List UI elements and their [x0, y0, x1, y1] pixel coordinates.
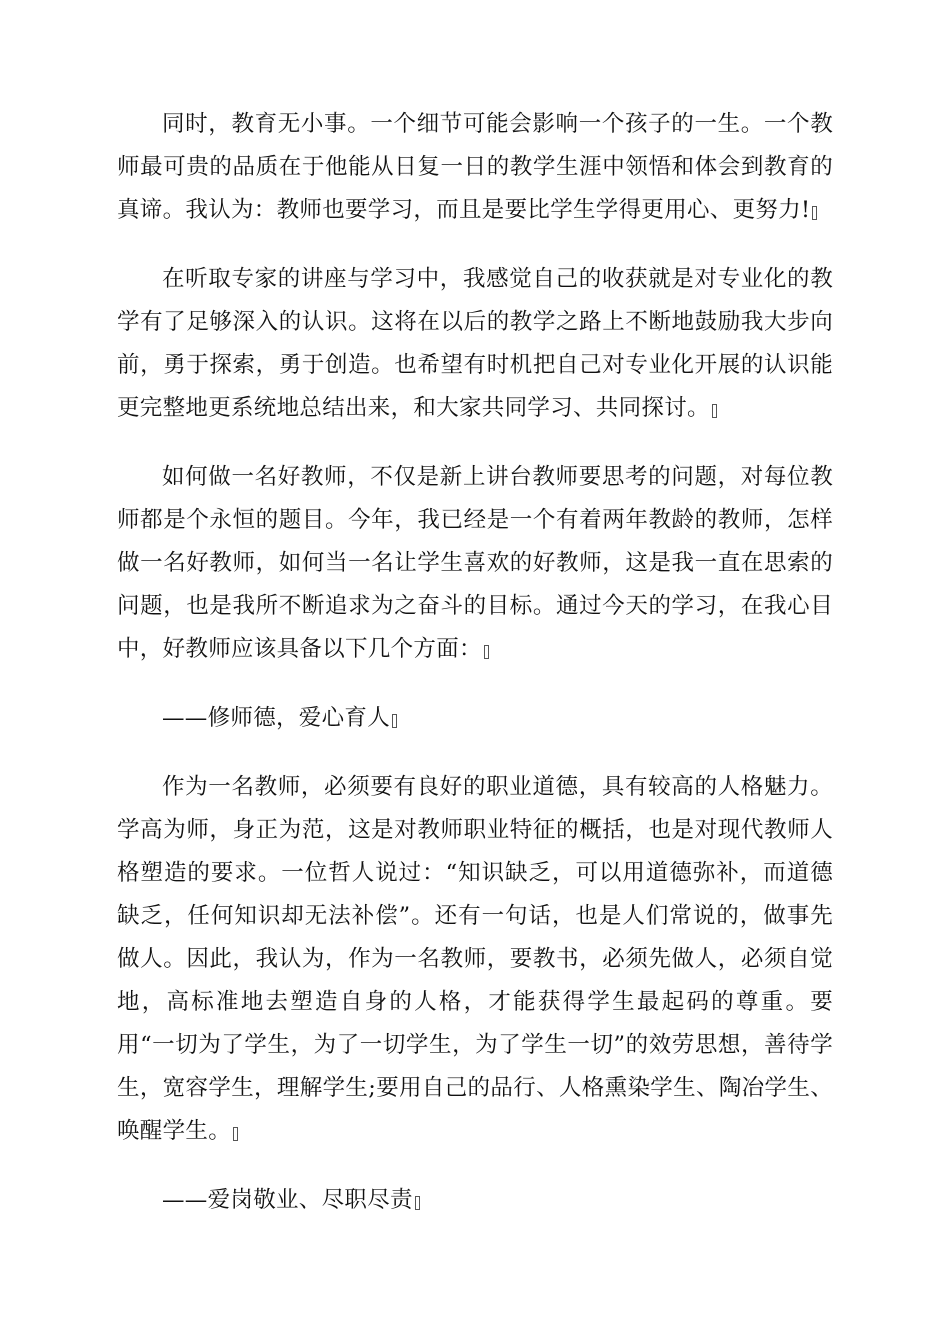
paragraph-1-text: 同时，教育无小事。一个细节可能会影响一个孩子的一生。一个教师最可贵的品质在于他能从日复一日的教学生涯中领悟和体会到教育的真谛。我认为：教师也要学习，而且是要比学生学得更用心、更努力!	[117, 111, 833, 223]
paragraph-end-mark	[812, 206, 817, 220]
paragraph-1	[117, 103, 833, 232]
document-page	[117, 103, 833, 1248]
paragraph-4-text: 作为一名教师，必须要有良好的职业道德，具有较高的人格魅力。学高为师，身正为范，这是对教师职业特征的概括，也是对现代教师人格塑造的要求。一位哲人说过：“知识缺乏，可以用道德弥补，而道德缺乏，任何知识却无法补偿”。还有一句话，也是人们常说的，做事先做人。因此，我认为，作为一名教师，要教书，必须先做人，必须自觉地，高标准地去塑造自身的人格，才能获得学生最起码的尊重。要用“一切为了学生，为了一切学生，为了学生一切”的效劳思想，善待学生，宽容学生，理解学生;要用自己的品行、人格熏染学生、陶冶学生、唤醒学生。	[117, 774, 833, 1144]
section-heading-2	[117, 1179, 833, 1222]
paragraph-end-mark	[415, 1196, 420, 1210]
section-heading-1	[117, 697, 833, 740]
paragraph-end-mark	[484, 645, 489, 659]
paragraph-3-text: 如何做一名好教师，不仅是新上讲台教师要思考的问题，对每位教师都是个永恒的题目。今年，我已经是一个有着两年教龄的教师，怎样做一名好教师，如何当一名让学生喜欢的好教师，这是我一直在思索的问题，也是我所不断追求为之奋斗的目标。通过今天的学习，在我心目中，好教师应该具备以下几个方面：	[117, 464, 833, 662]
section-heading-2-text: ——爱岗敬业、尽职尽责	[162, 1187, 413, 1213]
paragraph-end-mark	[712, 404, 717, 418]
paragraph-3	[117, 456, 833, 671]
section-heading-1-text: ——修师德，爱心育人	[162, 705, 391, 731]
paragraph-2	[117, 258, 833, 430]
paragraph-2-text: 在听取专家的讲座与学习中，我感觉自己的收获就是对专业化的教学有了足够深入的认识。这将在以后的教学之路上不断地鼓励我大步向前，勇于探索，勇于创造。也希望有时机把自己对专业化开展的认识能更完整地更系统地总结出来，和大家共同学习、共同探讨。	[117, 266, 833, 421]
paragraph-4	[117, 766, 833, 1153]
paragraph-end-mark	[233, 1127, 238, 1141]
paragraph-end-mark	[392, 714, 397, 728]
